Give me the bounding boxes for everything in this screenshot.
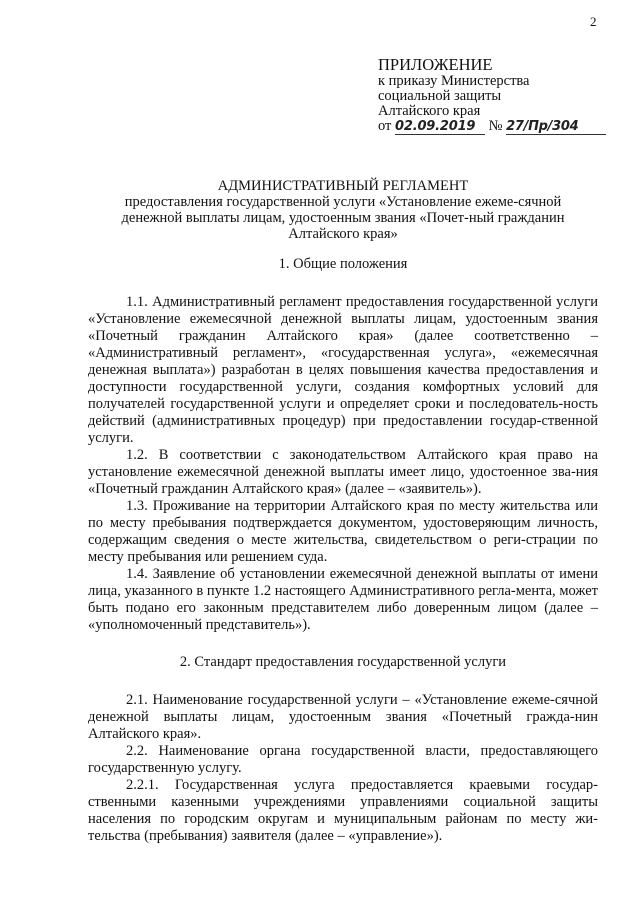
from-label: от — [378, 118, 392, 134]
document-body — [88, 256, 598, 845]
appendix-line-3: Алтайского края — [378, 103, 481, 119]
handwritten-date: 02.09.2019 — [395, 120, 485, 135]
appendix-heading: ПРИЛОЖЕНИЕ — [378, 55, 493, 74]
paragraph-1-2: 1.2. В соответствии с законодательством Алтайского края право на установление ежемесячной денежной выплаты имеет лицо, удостоенное зва-ния «Почетный гражданин Алтайского края» (далее – «заявитель»). — [88, 447, 598, 497]
paragraph-1-4: 1.4. Заявление об установлении ежемесячной денежной выплаты от имени лица, указанного в пункте 1.2 настоящего Административного регла-мента, может быть подано его законным представителем либо доверенным лицом (далее – «уполномоченный представитель»). — [88, 566, 598, 633]
section-heading-general: 1. Общие положения — [278, 256, 408, 272]
paragraph-2-2: 2.2. Наименование органа государственной власти, предоставляющего государственную услугу. — [88, 743, 598, 776]
handwritten-order-number: 27/Пр/304 — [506, 120, 606, 135]
document-subtitle: предоставления государственной услуги «Установление ежеме-сячной денежной выплаты лицам, удостоенным звания «Почет-ный гражданин Алтайского края» — [121, 194, 565, 242]
document-title: АДМИНИСТРАТИВНЫЙ РЕГЛАМЕНТ — [217, 178, 469, 194]
appendix-line-2: социальной защиты — [378, 88, 502, 104]
order-date-number-line — [378, 119, 606, 135]
section-heading-standard: 2. Стандарт предоставления государственной услуги — [179, 654, 507, 670]
appendix-line-1: к приказу Министерства — [378, 73, 530, 89]
number-label: № — [488, 118, 503, 134]
page-number: 2 — [590, 14, 597, 29]
appendix-block — [378, 56, 606, 135]
paragraph-2-1: 2.1. Наименование государственной услуги – «Установление ежеме-сячной денежной выплаты лицам, удостоенным звания «Почетный гражда-нин Алтайского края». — [88, 692, 598, 742]
paragraph-1-1: 1.1. Административный регламент предоставления государственной услуги «Установление ежемесячной денежной выплаты лицам, удостоенным звания «Почетный гражданин Алтайского края» (далее соответственно – «Административный регламент», «государственная услуга», «ежемесячная денежная выплата») разработан в целях повышения качества предоставления и доступности государственной услуги, создания комфортных условий для получателей государственной услуги и определяет сроки и последователь-ность действий (административных процедур) при предоставлении государ-ственной услуги. — [88, 294, 598, 446]
paragraph-1-3: 1.3. Проживание на территории Алтайского края по месту жительства или по месту пребывания подтверждается документом, удостоверяющим личность, содержащим сведения о месте жительства, свидетельством о реги-страции по месту пребывания или решением суда. — [88, 498, 598, 565]
paragraph-2-2-1: 2.2.1. Государственная услуга предоставляется краевыми государ-ственными казенными учреждениями управлениями социальной защиты населения по городским округам и муниципальным районам по месту жи-тельства (пребывания) заявителя (далее – «управление»). — [88, 777, 598, 844]
